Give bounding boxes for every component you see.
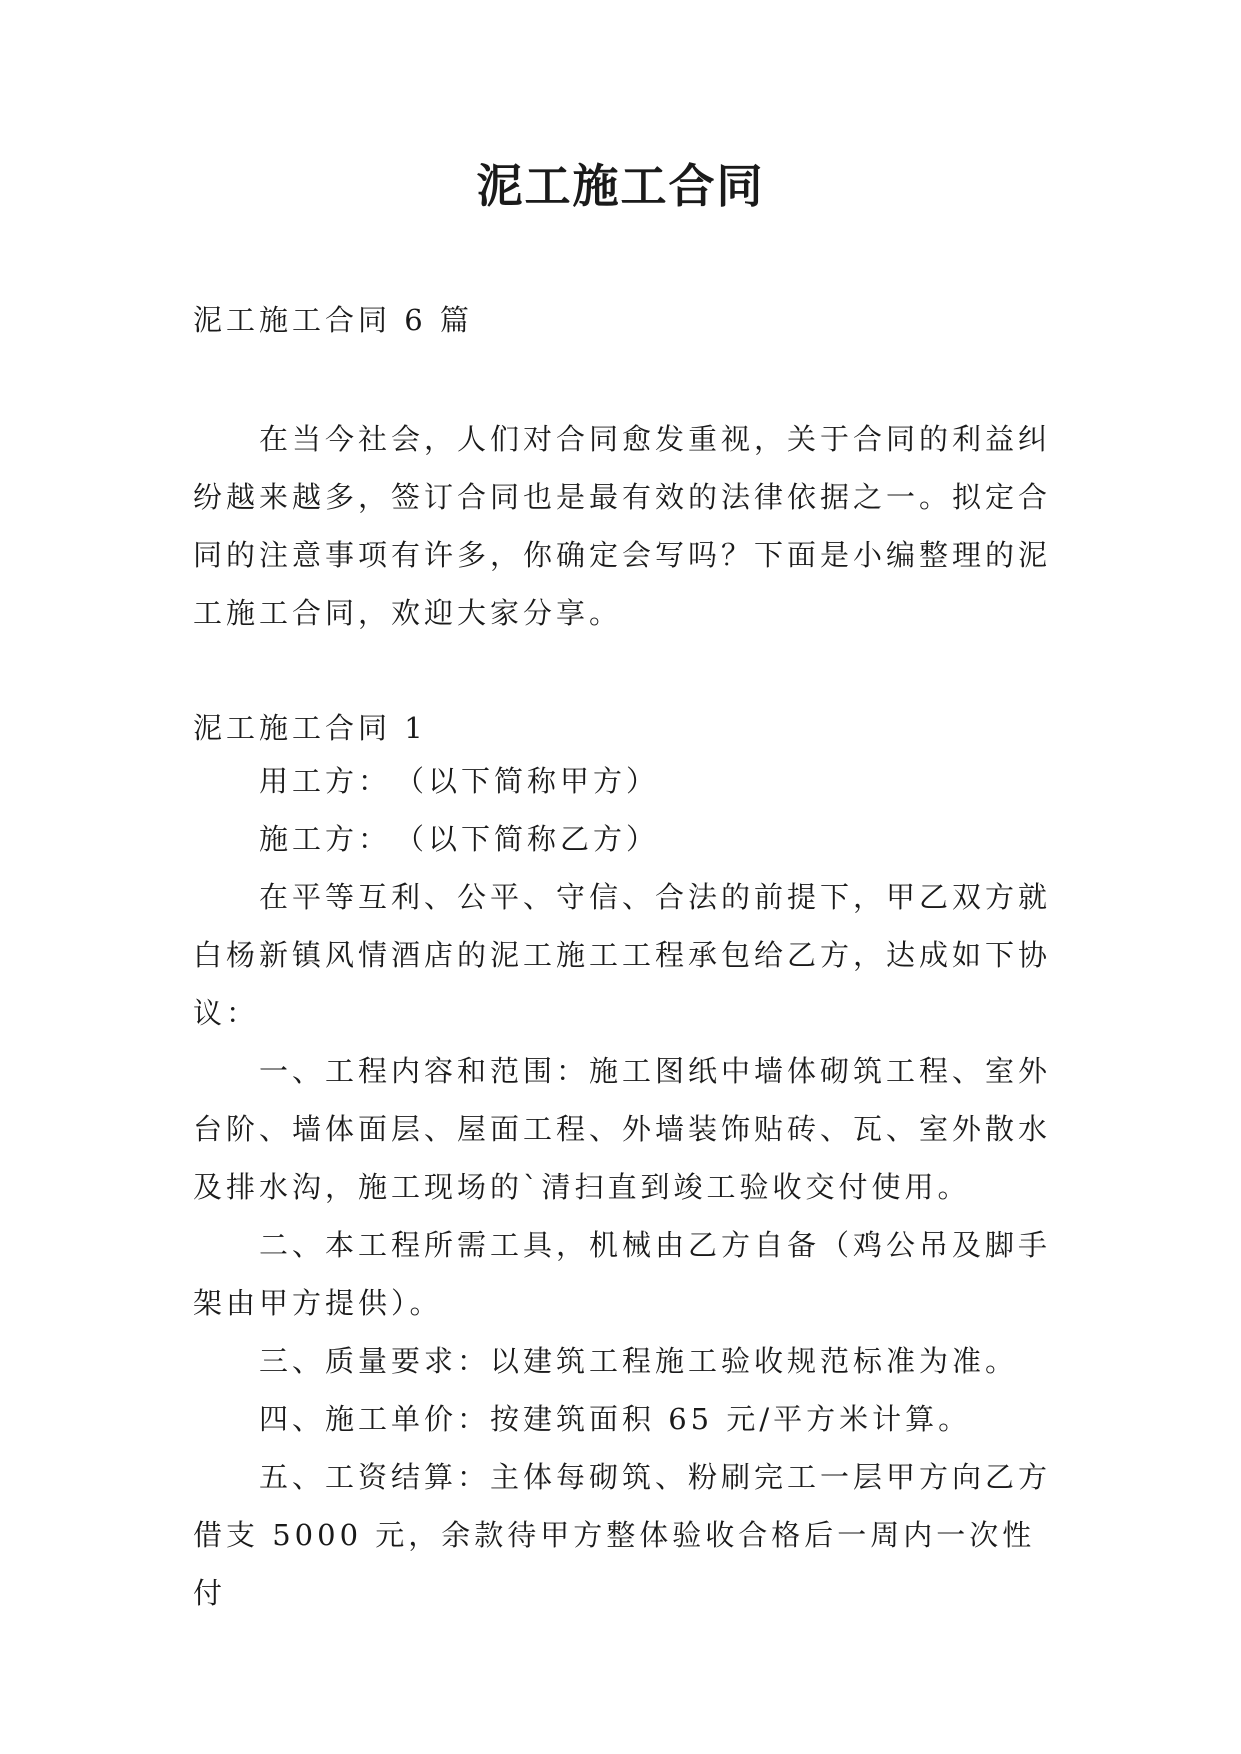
clause-settlement: 五、工资结算：主体每砌筑、粉刷完工一层甲方向乙方借支 5000 元，余款待甲方整体验收合格后一周内一次性付 — [193, 1460, 1052, 1610]
clause-tools: 二、本工程所需工具，机械由乙方自备（鸡公吊及脚手架由甲方提供）。 — [193, 1228, 1052, 1320]
contract-clauses — [193, 752, 1055, 1622]
clause-quality: 三、质量要求：以建筑工程施工验收规范标准为准。 — [259, 1344, 1019, 1378]
section-title: 泥工施工合同 1 — [193, 711, 427, 745]
clause-scope: 一、工程内容和范围：施工图纸中墙体砌筑工程、室外台阶、墙体面层、屋面工程、外墙装饰贴砖、瓦、室外散水及排水沟，施工现场的`清扫直到竣工验收交付使用。 — [193, 1054, 1052, 1204]
contractor-line: 施工方： （以下简称乙方） — [259, 822, 660, 856]
employer-line: 用工方： （以下简称甲方） — [259, 764, 660, 798]
intro-paragraph: 在当今社会，人们对合同愈发重视，关于合同的利益纠纷越来越多，签订合同也是最有效的法律依据之一。拟定合同的注意事项有许多，你确定会写吗？下面是小编整理的泥工施工合同，欢迎大家分享。 — [193, 422, 1052, 630]
clause-unit-price: 四、施工单价：按建筑面积 65 元/平方米计算。 — [259, 1402, 972, 1436]
preamble-paragraph: 在平等互利、公平、守信、合法的前提下，甲乙双方就白杨新镇风情酒店的泥工施工工程承包给乙方，达成如下协议： — [193, 880, 1052, 1030]
document-subtitle: 泥工施工合同 6 篇 — [193, 303, 473, 337]
document-title: 泥工施工合同 — [476, 159, 765, 213]
